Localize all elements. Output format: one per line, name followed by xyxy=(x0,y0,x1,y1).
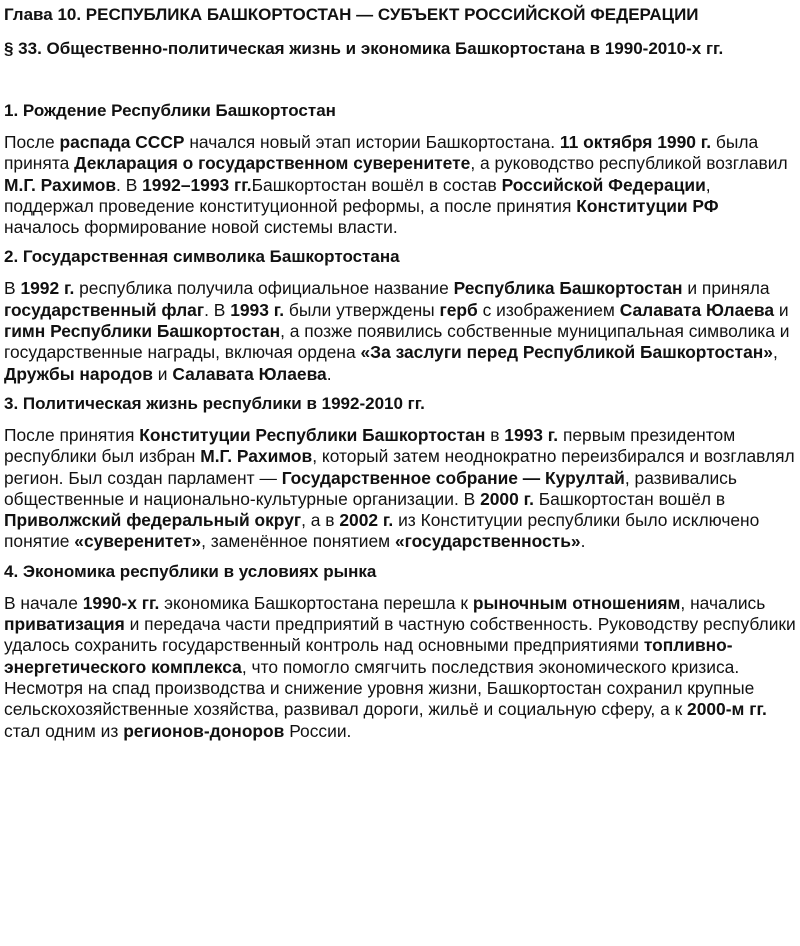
bold-term: М.Г. Рахимов xyxy=(200,446,313,467)
bold-term: 2002 г. xyxy=(339,510,394,531)
bold-term: 1993 г. xyxy=(230,299,285,320)
bold-term: государственный флаг xyxy=(4,299,205,320)
bold-term: 1992–1993 гг. xyxy=(142,174,252,195)
text-run: и приняла xyxy=(682,278,770,299)
bold-term: Российской Федерации xyxy=(501,174,706,195)
text-run: После принятия xyxy=(4,424,140,445)
bold-term: Конституции Республики Башкортостан xyxy=(139,424,486,445)
text-run: , а в xyxy=(301,510,340,531)
text-run: , а руководство республикой возглавил xyxy=(470,153,788,174)
text-run: . В xyxy=(116,174,143,195)
section xyxy=(4,100,796,238)
text-run: первым президентом республики был избран xyxy=(4,424,736,467)
text-run: Башкортостан вошёл в xyxy=(533,488,726,509)
text-run: , заменённое понятием xyxy=(201,531,395,552)
text-run: и xyxy=(152,363,173,384)
text-run: . В xyxy=(204,299,231,320)
section xyxy=(4,561,796,742)
bold-term: Конституции РФ xyxy=(576,195,719,216)
text-run: республика получила официальное название xyxy=(74,278,454,299)
section-heading: 1. Рождение Республики Башкортостан xyxy=(4,101,336,120)
bold-term: Дружбы народов xyxy=(4,363,153,384)
chapter-title: Глава 10. РЕСПУБЛИКА БАШКОРТОСТАН — СУБЪЕКТ РОССИЙСКОЙ ФЕДЕРАЦИИ xyxy=(4,5,699,24)
bold-term: Республика Башкортостан xyxy=(453,278,683,299)
text-run: были утверждены xyxy=(284,299,440,320)
text-run: . xyxy=(326,363,332,384)
text-run: началось формирование новой системы власти. xyxy=(4,217,398,238)
text-run: и передача части предприятий в частную собственность. Руководству республики удалось сохранить государственный контроль над основными предприятиями xyxy=(4,614,796,656)
bold-term: 1992 г. xyxy=(20,278,75,299)
section-heading: 4. Экономика республики в условиях рынка xyxy=(4,561,377,581)
section xyxy=(4,246,796,384)
bold-term: «За заслуги перед Республикой Башкортостан» xyxy=(360,342,773,363)
text-run: экономика Башкортостана перешла к xyxy=(159,592,473,613)
section-heading: 2. Государственная символика Башкортостана xyxy=(4,247,400,267)
section-heading: 3. Политическая жизнь республики в 1992-2010 гг. xyxy=(4,393,425,413)
bold-term: 1993 г. xyxy=(504,424,559,445)
bold-term: Приволжский федеральный округ xyxy=(4,510,302,531)
bold-term: 11 октября 1990 г. xyxy=(559,132,712,152)
section-body xyxy=(4,425,796,553)
bold-term: приватизация xyxy=(4,614,125,635)
text-run: . xyxy=(580,531,586,552)
bold-term: герб xyxy=(439,299,478,320)
text-run: из Конституции республики было исключено понятие xyxy=(4,510,760,552)
text-run: , развивались общественные и национально-культурные организации. В xyxy=(4,467,737,509)
text-run: В начале xyxy=(4,592,83,613)
paragraph-title: § 33. Общественно-политическая жизнь и экономика Башкортостана в 1990-2010-х гг. xyxy=(4,39,724,58)
bold-term: рыночным отношениям xyxy=(472,592,681,613)
bold-term: распада СССР xyxy=(59,132,185,152)
bold-term: гимн Республики Башкортостан xyxy=(4,321,281,342)
bold-term: Декларация о государственном суверенитете xyxy=(74,153,471,174)
bold-term: 2000-м гг. xyxy=(687,699,767,720)
text-run: с изображением xyxy=(477,299,620,320)
text-run: стал одним из xyxy=(4,720,124,741)
text-run: , начались xyxy=(680,592,766,613)
section-body xyxy=(4,593,796,742)
text-run: была принята xyxy=(4,132,759,174)
bold-term: 1990-х гг. xyxy=(82,592,160,613)
bold-term: Салавата Юлаева xyxy=(619,299,775,320)
section-body xyxy=(4,278,796,384)
bold-term: «государственность» xyxy=(394,531,581,552)
section-body xyxy=(4,132,796,238)
text-run: России. xyxy=(284,720,352,741)
bold-term: 2000 г. xyxy=(480,488,534,509)
text-run: и xyxy=(774,299,789,320)
text-run: В xyxy=(4,278,21,299)
bold-term: Салавата Юлаева xyxy=(172,363,327,384)
bold-term: топливно-энергетического комплекса xyxy=(4,635,733,677)
text-run: Башкортостан вошёл в состав xyxy=(251,174,502,195)
bold-term: «суверенитет» xyxy=(74,531,202,552)
bold-term: М.Г. Рахимов xyxy=(4,174,117,195)
bold-term: Государственное собрание — Курултай xyxy=(281,467,625,488)
text-run: , xyxy=(772,342,778,363)
text-run: , а позже появились собственные муниципальная символика и государственные награды, включая ордена xyxy=(4,321,790,363)
text-run: начался новый этап истории Башкортостана. xyxy=(184,132,560,152)
text-run: , что помогло смягчить последствия экономического кризиса. Несмотря на спад производства и снижение уровня жизни, Башкортостан сохранил крупные сельскохозяйственные хозяйства, развивал дороги, жильё и социальную сферу, а к xyxy=(4,656,755,720)
text-run: , поддержал проведение конституционной реформы, а после принятия xyxy=(4,174,711,216)
text-run: в xyxy=(485,424,505,445)
text-run: , который затем неоднократно переизбирался и возглавлял регион. Был создан парламент — xyxy=(4,446,795,488)
bold-term: регионов-доноров xyxy=(123,720,285,741)
section xyxy=(4,393,796,553)
text-run: После xyxy=(4,132,60,152)
